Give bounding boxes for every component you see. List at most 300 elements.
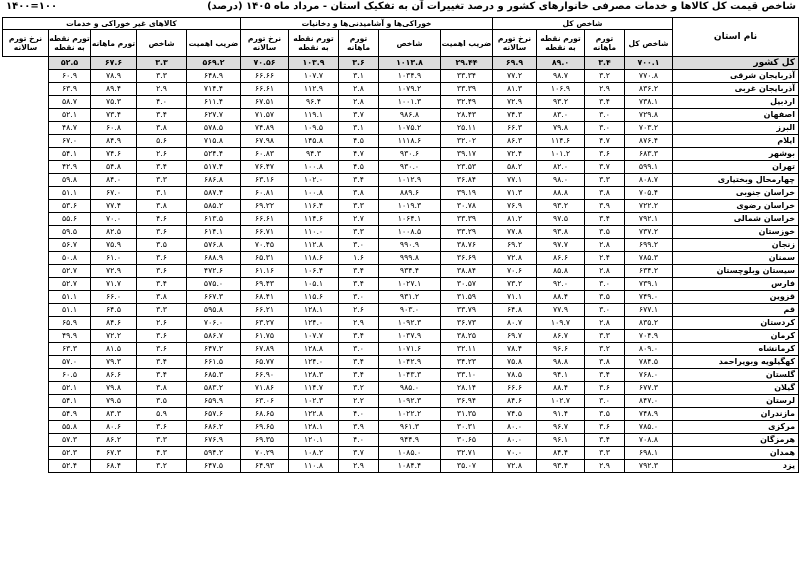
table-cell: ۴.۰	[339, 434, 379, 447]
table-cell: ۹۴۴.۹	[379, 434, 441, 447]
table-cell: ۲.۹	[585, 83, 625, 96]
header-group-col: تورم ماهانه	[339, 30, 379, 57]
table-cell: ۷۳.۴	[91, 109, 137, 122]
table-cell: ۵۱.۱	[49, 187, 91, 200]
table-cell: ۳۶.۸۴	[441, 174, 493, 187]
table-cell: ۳.۱	[339, 70, 379, 83]
table-cell: ۵.۹	[137, 408, 187, 421]
table-cell: ۵۴.۱	[49, 148, 91, 161]
province-name: خراسان شمالی	[673, 213, 799, 226]
table-cell: ۶۷.۶	[91, 57, 137, 70]
table-row	[3, 135, 799, 148]
table-cell: ۳۰.۶۵	[441, 434, 493, 447]
table-cell: ۷۳۸.۱	[625, 96, 673, 109]
table-cell: ۳.۶	[585, 382, 625, 395]
table-cell: ۹۶.۴	[289, 96, 339, 109]
table-cell: ۳.۴	[137, 109, 187, 122]
table-cell: ۶۱۴.۱	[187, 226, 241, 239]
table-cell: ۹۳.۲	[537, 200, 585, 213]
province-name: لرستان	[673, 395, 799, 408]
table-cell: ۹۶.۶	[537, 343, 585, 356]
table-cell: ۳.۳	[585, 174, 625, 187]
table-cell: ۳۰.۷۸	[441, 200, 493, 213]
province-name: هرمزگان	[673, 434, 799, 447]
province-name: قزوین	[673, 291, 799, 304]
table-cell: ۶۷.۳	[91, 447, 137, 460]
table-cell: ۳۳.۲۹	[441, 226, 493, 239]
table-cell: ۵۸۶.۷	[187, 330, 241, 343]
table-cell: ۶۶.۶۶	[241, 70, 289, 83]
table-cell: ۷۷.۴	[91, 200, 137, 213]
table-cell: ۶۵.۹	[49, 317, 91, 330]
table-cell: ۹۳.۲	[537, 96, 585, 109]
province-name: چهارمحال وبختیاری	[673, 174, 799, 187]
table-row	[3, 369, 799, 382]
table-row	[3, 317, 799, 330]
table-cell: ۱۰۷۹.۲	[379, 83, 441, 96]
table-cell: ۷۸۵.۰	[625, 421, 673, 434]
table-cell: ۹۳۴.۴	[379, 265, 441, 278]
table-cell: ۸۶.۷	[537, 330, 585, 343]
table-cell: ۹۹۰.۹	[379, 239, 441, 252]
table-cell: ۳.۹	[585, 200, 625, 213]
table-cell: ۶۴.۸	[493, 304, 537, 317]
table-cell: ۳.۹	[339, 421, 379, 434]
table-cell: ۷۲۹.۸	[625, 109, 673, 122]
table-cell: ۱۲۸.۸	[289, 343, 339, 356]
table-cell: ۱۰۰۱.۳	[379, 96, 441, 109]
table-cell: ۸۱.۵	[91, 343, 137, 356]
table-cell: ۱۰۲۷.۱	[379, 278, 441, 291]
table-row	[3, 356, 799, 369]
table-cell: ۳۱.۵۹	[441, 291, 493, 304]
table-cell: ۳.۸	[339, 187, 379, 200]
table-row	[3, 252, 799, 265]
header-group-nonfood: کالاهای غیر خوراکی و خدمات	[3, 18, 241, 30]
table-cell: ۳.۵	[585, 226, 625, 239]
table-cell: ۶۰.۵	[49, 369, 91, 382]
table-cell: ۱۰۲.۳	[289, 395, 339, 408]
table-cell: ۳۲.۰۲	[441, 135, 493, 148]
table-cell: ۱۱۴.۶	[289, 213, 339, 226]
table-row	[3, 226, 799, 239]
table-cell: ۱۰۱۹.۳	[379, 200, 441, 213]
table-cell: ۶۷۷.۱	[625, 304, 673, 317]
table-cell: ۹۴.۳	[289, 148, 339, 161]
table-cell: ۳.۲	[137, 460, 187, 473]
table-cell: ۶۸۶.۸	[187, 174, 241, 187]
province-name: کرمانشاه	[673, 343, 799, 356]
table-cell: ۸۶.۲	[91, 434, 137, 447]
table-cell: ۵۱.۱	[49, 291, 91, 304]
table-cell: ۶۷.۰	[49, 135, 91, 148]
table-cell: ۲.۶	[137, 317, 187, 330]
table-cell: ۷۹.۵	[91, 395, 137, 408]
table-cell: ۳.۳	[137, 70, 187, 83]
table-cell: ۱۴۵.۸	[289, 135, 339, 148]
table-cell: ۳.۳	[339, 200, 379, 213]
table-cell: ۶۸۸.۹	[187, 252, 241, 265]
table-cell: ۳۰.۵۷	[441, 278, 493, 291]
table-cell: ۱۱۱۸.۶	[379, 135, 441, 148]
table-cell: ۷۸.۵	[493, 369, 537, 382]
table-cell: ۶۳.۰۶	[241, 395, 289, 408]
table-cell: ۶۰.۸۳	[241, 148, 289, 161]
table-cell: ۶۱.۷۵	[241, 330, 289, 343]
table-cell: ۸۷۶.۴	[625, 135, 673, 148]
table-cell: ۸۸.۴	[537, 291, 585, 304]
table-cell: ۷۱.۵۷	[241, 109, 289, 122]
table-cell: ۶۴۷.۲	[187, 343, 241, 356]
table-row	[3, 96, 799, 109]
table-cell: ۳.۴	[339, 265, 379, 278]
table-row	[3, 122, 799, 135]
table-cell: ۳۳.۱۰	[441, 369, 493, 382]
table-cell: ۲.۸	[339, 83, 379, 96]
table-cell: ۵۷۸.۵	[187, 122, 241, 135]
table-cell: ۷۸.۹	[91, 70, 137, 83]
page-title: شاخص قیمت کل کالاها و خدمات مصرفی خانوارهای کشور و درصد تغییرات آن به تفکیک استان - مرداد ماه ۱۴۰۵ (درصد)	[207, 1, 796, 12]
table-cell: ۲.۹	[585, 460, 625, 473]
header-total-col: شاخص کل	[625, 30, 673, 57]
table-cell: ۶۷.۰	[91, 187, 137, 200]
table-cell: ۱۰۸۵.۰	[379, 447, 441, 460]
table-cell: ۳.۴	[585, 434, 625, 447]
table-cell: ۱۲۴.۰	[289, 317, 339, 330]
table-cell: ۶۶.۹۰	[241, 369, 289, 382]
province-name: کرمان	[673, 330, 799, 343]
table-cell: ۸۴.۶	[91, 317, 137, 330]
table-cell: ۵۲.۱	[49, 109, 91, 122]
table-cell: ۶۱.۱۶	[241, 265, 289, 278]
table-cell: ۳۵.۰۷	[441, 460, 493, 473]
table-cell: ۲۳.۵۳	[441, 161, 493, 174]
cpi-table	[2, 17, 799, 473]
table-cell: ۳۳.۳۴	[441, 70, 493, 83]
table-cell: ۲.۴	[585, 252, 625, 265]
header-total-col: نرخ تورم سالانه	[493, 30, 537, 57]
table-cell: ۳.۶	[339, 57, 379, 70]
table-cell: ۱۰۰۸.۵	[379, 226, 441, 239]
province-name: گیلان	[673, 382, 799, 395]
table-cell: ۱۰۳۴.۹	[379, 70, 441, 83]
table-cell: ۷۹.۸	[91, 382, 137, 395]
table-cell: ۷۳.۲	[493, 278, 537, 291]
table-cell: ۵۱.۱	[49, 304, 91, 317]
province-name: کردستان	[673, 317, 799, 330]
table-cell: ۵۴.۸	[91, 161, 137, 174]
table-cell: ۳.۴	[339, 330, 379, 343]
table-cell: ۶۶.۲۱	[241, 304, 289, 317]
table-cell: ۷۵.۸	[493, 356, 537, 369]
table-cell: ۵۸.۷	[49, 96, 91, 109]
table-cell: ۴۸.۷	[49, 122, 91, 135]
table-cell: ۳.۶	[137, 265, 187, 278]
table-cell: ۳.۴	[339, 278, 379, 291]
table-cell: ۱۰۵.۱	[289, 278, 339, 291]
province-name: خراسان رضوی	[673, 200, 799, 213]
table-cell: ۱۰۹۲.۳	[379, 395, 441, 408]
table-cell: ۱۰۸.۲	[289, 447, 339, 460]
table-cell: ۵۶.۷	[49, 239, 91, 252]
table-cell: ۸۸.۸	[537, 187, 585, 200]
table-cell: ۱۰۰.۸	[289, 161, 339, 174]
province-name: خراسان جنوبی	[673, 187, 799, 200]
table-cell: ۱۰۸۴.۴	[379, 460, 441, 473]
table-cell: ۱۱۴.۷	[289, 382, 339, 395]
province-name: زنجان	[673, 239, 799, 252]
table-cell: ۶۳.۹	[49, 83, 91, 96]
table-cell: ۵۹۵.۸	[187, 304, 241, 317]
table-cell: ۳.۴	[585, 369, 625, 382]
table-cell: ۵۹۴.۲	[187, 447, 241, 460]
table-cell: ۱۱۰.۸	[289, 460, 339, 473]
table-cell: ۳۹.۱۹	[441, 187, 493, 200]
table-row	[3, 187, 799, 200]
table-cell: ۹۶.۷	[537, 421, 585, 434]
table-cell: ۵۸.۲	[493, 161, 537, 174]
table-row	[3, 408, 799, 421]
table-cell: ۶۶.۶۱	[241, 213, 289, 226]
table-cell: ۳۸.۲۵	[441, 330, 493, 343]
table-cell: ۷۰۳.۲	[625, 122, 673, 135]
table-cell: ۱۱۴.۶	[537, 135, 585, 148]
table-cell: ۶۱.۰	[91, 252, 137, 265]
table-cell: ۵۷.۳	[49, 434, 91, 447]
table-cell: ۷۰.۰	[91, 213, 137, 226]
table-row	[3, 213, 799, 226]
table-cell: ۷۸۴.۵	[625, 356, 673, 369]
province-name: مرکزی	[673, 421, 799, 434]
table-cell: ۱۲۸.۱	[289, 304, 339, 317]
table-cell: ۶۵۹.۹	[187, 395, 241, 408]
table-cell: ۳.۴	[137, 369, 187, 382]
table-cell: ۱۱۲.۸	[289, 239, 339, 252]
table-row	[3, 421, 799, 434]
table-cell: ۶۶.۰	[91, 291, 137, 304]
table-cell: ۱۰۹.۵	[289, 122, 339, 135]
table-cell: ۵۲.۳	[49, 447, 91, 460]
table-cell: ۹۶۱.۳	[379, 421, 441, 434]
table-cell: ۸۸.۴	[537, 382, 585, 395]
table-cell: ۶۵.۳۱	[241, 252, 289, 265]
table-cell: ۹۳۱.۲	[379, 291, 441, 304]
table-cell: ۸۶.۶	[91, 369, 137, 382]
table-cell: ۵۲۴.۴	[187, 148, 241, 161]
table-cell: ۸۲.۰	[537, 161, 585, 174]
table-cell: ۸۰.۶	[91, 421, 137, 434]
table-cell: ۷۴.۵	[493, 408, 537, 421]
table-cell: ۴۲.۹	[49, 161, 91, 174]
table-cell: ۶۶.۳	[493, 122, 537, 135]
table-cell: ۶۷.۹۸	[241, 135, 289, 148]
table-cell: ۸۰۹.۰	[625, 343, 673, 356]
table-row	[3, 395, 799, 408]
table-cell: ۸۴.۰	[91, 174, 137, 187]
table-cell: ۲.۹	[137, 83, 187, 96]
table-cell: ۶۸۵.۳	[187, 369, 241, 382]
table-cell: ۷۲.۸	[493, 460, 537, 473]
table-row	[3, 239, 799, 252]
table-row	[3, 278, 799, 291]
province-name: فارس	[673, 278, 799, 291]
table-cell: ۸۱.۲	[493, 213, 537, 226]
table-cell: ۵۲.۷	[49, 278, 91, 291]
table-cell: ۷۴.۳	[493, 109, 537, 122]
table-cell: ۳.۴	[585, 57, 625, 70]
table-cell: ۳.۵	[137, 239, 187, 252]
table-cell: ۳.۴	[339, 356, 379, 369]
table-cell: ۱۰۶۴.۱	[379, 213, 441, 226]
table-cell: ۱۰۲۲.۲	[379, 408, 441, 421]
province-name: بوشهر	[673, 148, 799, 161]
table-cell: ۶۹.۷	[493, 330, 537, 343]
table-cell: ۷۰.۶	[493, 265, 537, 278]
table-cell: ۵۴.۱	[49, 395, 91, 408]
header-group-food: خوراکی‌ها و آشامیدنی‌ها و دخانیات	[241, 18, 493, 30]
table-cell: ۳.۶	[585, 421, 625, 434]
table-cell: ۹۸.۰	[537, 174, 585, 187]
table-cell: ۷۵.۹	[91, 239, 137, 252]
table-cell: ۳۳.۳۹	[441, 83, 493, 96]
table-cell: ۶۲۷.۷	[187, 109, 241, 122]
province-name: البرز	[673, 122, 799, 135]
header-group-col: تورم نقطه به نقطه	[49, 30, 91, 57]
table-row	[3, 460, 799, 473]
table-cell: ۳.۴	[137, 161, 187, 174]
table-row	[3, 291, 799, 304]
table-cell: ۱۰۴۳.۳	[379, 369, 441, 382]
table-cell: ۳.۸	[137, 382, 187, 395]
table-cell: ۷۳۷.۲	[625, 226, 673, 239]
table-cell: ۷۸۵.۳	[625, 252, 673, 265]
table-cell: ۶۹.۹	[493, 57, 537, 70]
table-cell: ۸۳.۰	[537, 109, 585, 122]
table-cell: ۳.۰	[585, 304, 625, 317]
table-cell: ۳.۰	[585, 122, 625, 135]
header-group-col: شاخص	[137, 30, 187, 57]
table-cell: ۷۰.۵۶	[241, 57, 289, 70]
table-cell: ۳.۰	[339, 291, 379, 304]
table-cell: ۸۲.۵	[91, 226, 137, 239]
table-body	[3, 57, 799, 473]
table-cell: ۶۸۳.۳	[625, 148, 673, 161]
table-cell: ۳.۳	[137, 57, 187, 70]
table-cell: ۶۷.۸۹	[241, 343, 289, 356]
table-cell: ۵۸۵.۲	[187, 200, 241, 213]
table-cell: ۶۹.۴۳	[241, 278, 289, 291]
table-cell: ۵۷۵.۰	[187, 278, 241, 291]
table-cell: ۶۴۸.۹	[187, 70, 241, 83]
table-cell: ۷۰۸.۸	[625, 434, 673, 447]
table-cell: ۳.۳	[585, 447, 625, 460]
table-cell: ۷۶.۹	[493, 200, 537, 213]
table-cell: ۷۹۲.۳	[625, 460, 673, 473]
table-cell: ۶۹۹.۲	[625, 239, 673, 252]
table-cell: ۵۹۹.۱	[625, 161, 673, 174]
table-cell: ۲.۸	[585, 317, 625, 330]
table-cell: ۳.۸	[585, 356, 625, 369]
table-cell: ۲۸.۴۳	[441, 109, 493, 122]
table-cell: ۳۰.۳۱	[441, 421, 493, 434]
table-cell: ۱۱۶.۴	[289, 200, 339, 213]
table-cell: ۳.۵	[585, 291, 625, 304]
table-cell: ۸۴.۶	[493, 395, 537, 408]
table-cell: ۲.۸	[339, 96, 379, 109]
header-group-col: ضریب اهمیت	[441, 30, 493, 57]
province-name: اصفهان	[673, 109, 799, 122]
table-cell: ۷۸.۴	[493, 343, 537, 356]
table-cell: ۵.۶	[137, 135, 187, 148]
table-cell: ۷۴۸.۹	[625, 408, 673, 421]
table-cell: ۳.۳	[585, 330, 625, 343]
table-cell: ۹۰۳.۰	[379, 304, 441, 317]
table-cell: ۶۰.۸	[91, 122, 137, 135]
table-cell: ۶۸.۴۱	[241, 291, 289, 304]
table-cell: ۹۸۵.۰	[379, 382, 441, 395]
table-cell: ۹۷.۵	[537, 213, 585, 226]
table-cell: ۵۲.۷	[49, 265, 91, 278]
table-cell: ۵۰.۸	[49, 252, 91, 265]
table-cell: ۳.۴	[585, 96, 625, 109]
table-cell: ۳.۵	[137, 395, 187, 408]
header-total-col: تورم ماهانه	[585, 30, 625, 57]
province-name: آذربایجان شرقی	[673, 70, 799, 83]
table-cell: ۷۹.۸	[537, 122, 585, 135]
table-cell: ۳.۷	[339, 109, 379, 122]
table-cell: ۵۹.۸	[49, 174, 91, 187]
table-cell: ۵۶۹.۲	[187, 57, 241, 70]
table-cell: ۴.۰	[137, 96, 187, 109]
table-cell: ۹۲.۰	[537, 278, 585, 291]
table-cell: ۶۴.۹۳	[241, 460, 289, 473]
table-cell: ۳.۲	[585, 70, 625, 83]
table-cell: ۶۹۸.۱	[625, 447, 673, 460]
table-cell: ۶۳.۱۶	[241, 174, 289, 187]
table-cell: ۶۳۴.۲	[625, 265, 673, 278]
header-province: نام استان	[673, 18, 799, 57]
table-cell: ۳.۰	[339, 239, 379, 252]
table-cell: ۹۳۰.۰	[379, 161, 441, 174]
header-group-col: تورم نقطه به نقطه	[289, 30, 339, 57]
table-cell: ۷۷.۸	[493, 226, 537, 239]
table-cell: ۶۹.۲۲	[241, 200, 289, 213]
table-cell: ۲۹.۴۴	[441, 57, 493, 70]
table-cell: ۳.۷	[585, 161, 625, 174]
table-cell: ۳.۴	[137, 356, 187, 369]
table-cell: ۷۶۸.۰	[625, 369, 673, 382]
province-name: خوزستان	[673, 226, 799, 239]
table-cell: ۱۲۸.۱	[289, 421, 339, 434]
table-cell: ۹۸.۸	[537, 356, 585, 369]
table-cell: ۷۹۲.۱	[625, 213, 673, 226]
table-cell: ۱۰۷.۷	[289, 330, 339, 343]
table-cell: ۵۲.۱	[49, 382, 91, 395]
table-cell: ۳.۰	[585, 395, 625, 408]
province-name: همدان	[673, 447, 799, 460]
table-cell: ۸۴۷.۰	[625, 395, 673, 408]
table-cell: ۳.۱	[137, 187, 187, 200]
table-cell: ۷۰.۲۹	[241, 447, 289, 460]
table-cell: ۴.۶	[137, 213, 187, 226]
header-group-col: نرخ تورم سالانه	[241, 30, 289, 57]
table-cell: ۹۸.۷	[537, 70, 585, 83]
table-cell: ۸۰.۰	[493, 421, 537, 434]
table-cell: ۶۳.۳	[49, 343, 91, 356]
table-cell: ۱۰۱۲.۹	[379, 174, 441, 187]
province-name: مازندران	[673, 408, 799, 421]
table-cell: ۳.۶	[137, 252, 187, 265]
